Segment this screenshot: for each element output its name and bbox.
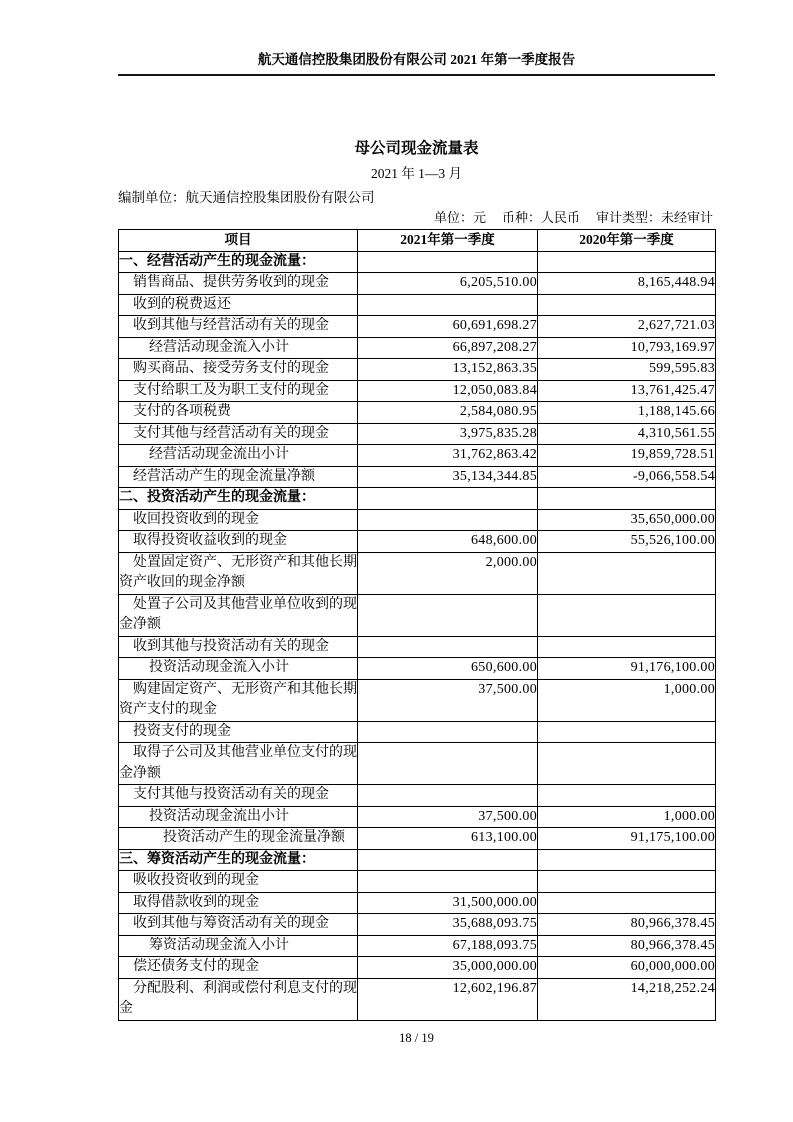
row-value-2020 [538,871,716,893]
row-value-2020: 91,175,100.00 [538,828,716,850]
row-value-2021 [358,509,538,531]
row-value-2021: 650,600.00 [358,658,538,680]
row-value-2021: 648,600.00 [358,531,538,553]
row-value-2021: 2,000.00 [358,552,538,594]
row-value-2020: 1,000.00 [538,679,716,721]
row-label: 取得子公司及其他营业单位支付的现金净额 [119,743,358,785]
row-value-2021: 12,602,196.87 [358,978,538,1020]
row-value-2021: 3,975,835.28 [358,423,538,445]
row-value-2021: 37,500.00 [358,679,538,721]
table-row [119,978,716,1020]
row-label: 分配股利、利润或偿付利息支付的现金 [119,978,358,1020]
row-label: 投资活动现金流出小计 [119,806,358,828]
row-label: 处置子公司及其他营业单位收到的现金净额 [119,594,358,636]
row-label: 销售商品、提供劳务收到的现金 [119,273,358,295]
row-label: 取得借款收到的现金 [119,892,358,914]
row-label: 收到其他与投资活动有关的现金 [119,636,358,658]
row-label: 吸收投资收到的现金 [119,871,358,893]
table-row [119,721,716,743]
table-row [119,402,716,424]
row-value-2020: 55,526,100.00 [538,531,716,553]
table-row [119,743,716,785]
table-row [119,806,716,828]
meta-audit-type: 审计类型：未经审计 [595,210,713,225]
row-label: 筹资活动现金流入小计 [119,935,358,957]
row-value-2021: 37,500.00 [358,806,538,828]
row-label: 投资活动产生的现金流量净额 [119,828,358,850]
row-value-2020: 80,966,378.45 [538,914,716,936]
row-label: 收回投资收到的现金 [119,509,358,531]
row-value-2021: 31,500,000.00 [358,892,538,914]
meta-unit: 单位：元 [433,210,486,225]
row-value-2020: 599,595.83 [538,359,716,381]
table-row [119,828,716,850]
table-row [119,488,716,510]
table-row [119,849,716,871]
row-value-2020 [538,721,716,743]
row-label: 支付其他与经营活动有关的现金 [119,423,358,445]
row-value-2021 [358,251,538,273]
table-row [119,337,716,359]
table-row [119,871,716,893]
table-header-row [119,230,716,252]
row-value-2020 [538,488,716,510]
table-row [119,552,716,594]
table-row [119,445,716,467]
row-value-2020: 14,218,252.24 [538,978,716,1020]
table-row [119,935,716,957]
table-row [119,531,716,553]
row-label: 支付给职工及为职工支付的现金 [119,380,358,402]
document-meta [118,208,715,227]
row-label: 支付其他与投资活动有关的现金 [119,785,358,807]
row-label: 收到其他与筹资活动有关的现金 [119,914,358,936]
document-title: 母公司现金流量表 [354,140,479,157]
row-value-2020: -9,066,558.54 [538,466,716,488]
row-label: 二、投资活动产生的现金流量： [119,488,358,510]
row-label: 一、经营活动产生的现金流量： [119,251,358,273]
col-header-item: 项目 [119,230,358,252]
row-value-2021 [358,871,538,893]
row-value-2020: 10,793,169.97 [538,337,716,359]
row-label: 支付的各项税费 [119,402,358,424]
table-row [119,273,716,295]
table-row [119,679,716,721]
row-value-2021: 613,100.00 [358,828,538,850]
row-label: 收到其他与经营活动有关的现金 [119,316,358,338]
row-value-2021: 31,762,863.42 [358,445,538,467]
col-header-2020: 2020年第一季度 [538,230,716,252]
table-row [119,294,716,316]
row-label: 购买商品、接受劳务支付的现金 [119,359,358,381]
row-value-2021: 60,691,698.27 [358,316,538,338]
row-value-2020: 80,966,378.45 [538,935,716,957]
table-row [119,914,716,936]
row-value-2021 [358,785,538,807]
row-value-2021 [358,294,538,316]
page-number: 18 / 19 [399,1030,434,1045]
page-content [118,0,715,1046]
meta-currency: 币种：人民币 [501,210,580,225]
row-value-2020 [538,251,716,273]
row-label: 经营活动现金流出小计 [119,445,358,467]
table-row [119,423,716,445]
row-value-2020: 91,176,100.00 [538,658,716,680]
row-value-2020: 19,859,728.51 [538,445,716,467]
table-row [119,636,716,658]
row-value-2021: 12,050,083.84 [358,380,538,402]
row-label: 投资支付的现金 [119,721,358,743]
row-value-2020: 8,165,448.94 [538,273,716,295]
row-value-2021: 2,584,080.95 [358,402,538,424]
table-row [119,957,716,979]
cash-flow-table [118,229,716,1021]
row-value-2021 [358,594,538,636]
table-row [119,594,716,636]
row-label: 购建固定资产、无形资产和其他长期资产支付的现金 [119,679,358,721]
prepared-by: 编制单位：航天通信控股集团股份有限公司 [118,190,375,205]
row-value-2020 [538,594,716,636]
row-label: 取得投资收益收到的现金 [119,531,358,553]
row-value-2020 [538,785,716,807]
row-value-2020: 13,761,425.47 [538,380,716,402]
row-value-2021: 35,688,093.75 [358,914,538,936]
row-value-2021 [358,721,538,743]
row-value-2020: 60,000,000.00 [538,957,716,979]
row-value-2021: 35,134,344.85 [358,466,538,488]
row-value-2020 [538,849,716,871]
table-row [119,359,716,381]
document-period: 2021 年 1—3 月 [370,166,463,181]
table-row [119,251,716,273]
table-row [119,316,716,338]
row-label: 经营活动产生的现金流量净额 [119,466,358,488]
row-value-2021 [358,743,538,785]
page-header-title: 航天通信控股集团股份有限公司 2021 年第一季度报告 [257,52,576,67]
row-value-2020: 4,310,561.55 [538,423,716,445]
row-label: 三、筹资活动产生的现金流量： [119,849,358,871]
row-value-2020 [538,552,716,594]
row-value-2021: 13,152,863.35 [358,359,538,381]
row-value-2020 [538,743,716,785]
row-value-2020: 35,650,000.00 [538,509,716,531]
header-divider [118,74,715,76]
row-value-2020: 1,188,145.66 [538,402,716,424]
row-label: 收到的税费返还 [119,294,358,316]
row-value-2021: 67,188,093.75 [358,935,538,957]
row-value-2020 [538,636,716,658]
row-value-2021 [358,636,538,658]
row-label: 经营活动现金流入小计 [119,337,358,359]
row-value-2020 [538,892,716,914]
table-row [119,466,716,488]
table-row [119,658,716,680]
table-row [119,509,716,531]
row-value-2021: 66,897,208.27 [358,337,538,359]
row-value-2021 [358,488,538,510]
row-value-2020 [538,294,716,316]
row-label: 投资活动现金流入小计 [119,658,358,680]
table-row [119,892,716,914]
row-value-2020: 1,000.00 [538,806,716,828]
row-value-2021: 6,205,510.00 [358,273,538,295]
row-label: 处置固定资产、无形资产和其他长期资产收回的现金净额 [119,552,358,594]
table-row [119,380,716,402]
row-label: 偿还债务支付的现金 [119,957,358,979]
row-value-2021 [358,849,538,871]
row-value-2021: 35,000,000.00 [358,957,538,979]
table-row [119,785,716,807]
row-value-2020: 2,627,721.03 [538,316,716,338]
col-header-2021: 2021年第一季度 [358,230,538,252]
